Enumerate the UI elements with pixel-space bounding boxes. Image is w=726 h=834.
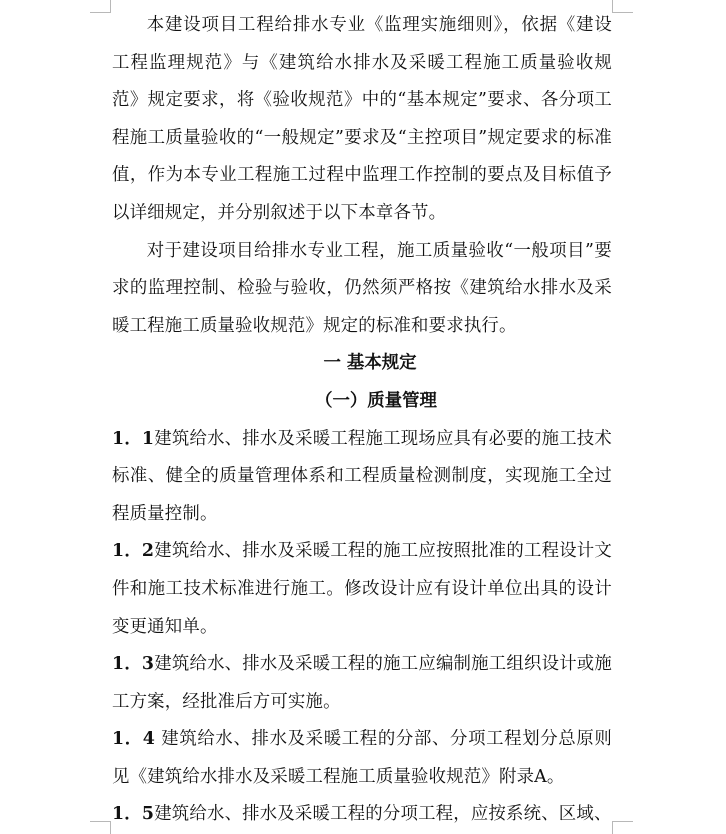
clause-number: 1．3 (112, 654, 155, 675)
clause-item (112, 646, 612, 721)
clause-number: 1．2 (112, 541, 155, 562)
clause-item (112, 421, 612, 534)
page-corner-mark-top-right (612, 0, 633, 13)
page-corner-mark-top-left (90, 0, 111, 13)
section-heading: 一 基本规定 (323, 353, 417, 374)
clause-number: 1．1 (112, 428, 155, 449)
intro-paragraph: 本建设项目工程给排水专业《监理实施细则》，依据《建设工程监理规范》与《建筑给水排水及采暖工程施工质量验收规范》规定要求，将《验收规范》中的“基本规定”要求、各分项工程施工质量验收的“一般规定”要求及“主控项目”规定要求的标准值，作为本专业工程施工过程中监理工作控制的要点及目标值予以详细规定，并分别叙述于以下本章各节。 (112, 15, 612, 223)
clause-text: 建筑给水、排水及采暖工程的施工应按照批准的工程设计文件和施工技术标准进行施工。修改设计应有设计单位出具的设计变更通知单。 (112, 541, 612, 637)
clause-text: 建筑给水、排水及采暖工程的分项工程，应按系统、区域、 (154, 804, 612, 825)
clause-number: 1．4 (112, 729, 156, 750)
clause-item (112, 796, 612, 834)
clause-number: 1．5 (112, 804, 155, 825)
clause-text: 建筑给水、排水及采暖工程的分部、分项工程划分总原则见《建筑给水排水及采暖工程施工质量验收规范》附录A。 (112, 729, 612, 787)
clause-item (112, 533, 612, 646)
page-corner-mark-bottom-right (612, 821, 633, 834)
clause-item (112, 721, 612, 796)
page-corner-mark-bottom-left (90, 821, 111, 834)
scope-paragraph: 对于建设项目给排水专业工程，施工质量验收“一般项目”要求的监理控制、检验与验收，仍然须严格按《建筑给水排水及采暖工程施工质量验收规范》规定的标准和要求执行。 (112, 240, 612, 336)
document-body (112, 7, 612, 834)
subsection-heading: （一）质量管理 (315, 390, 437, 411)
clause-text: 建筑给水、排水及采暖工程的施工应编制施工组织设计或施工方案，经批准后方可实施。 (112, 654, 612, 712)
clause-text: 建筑给水、排水及采暖工程施工现场应具有必要的施工技术标准、健全的质量管理体系和工程质量检测制度，实现施工全过程质量控制。 (112, 428, 612, 524)
